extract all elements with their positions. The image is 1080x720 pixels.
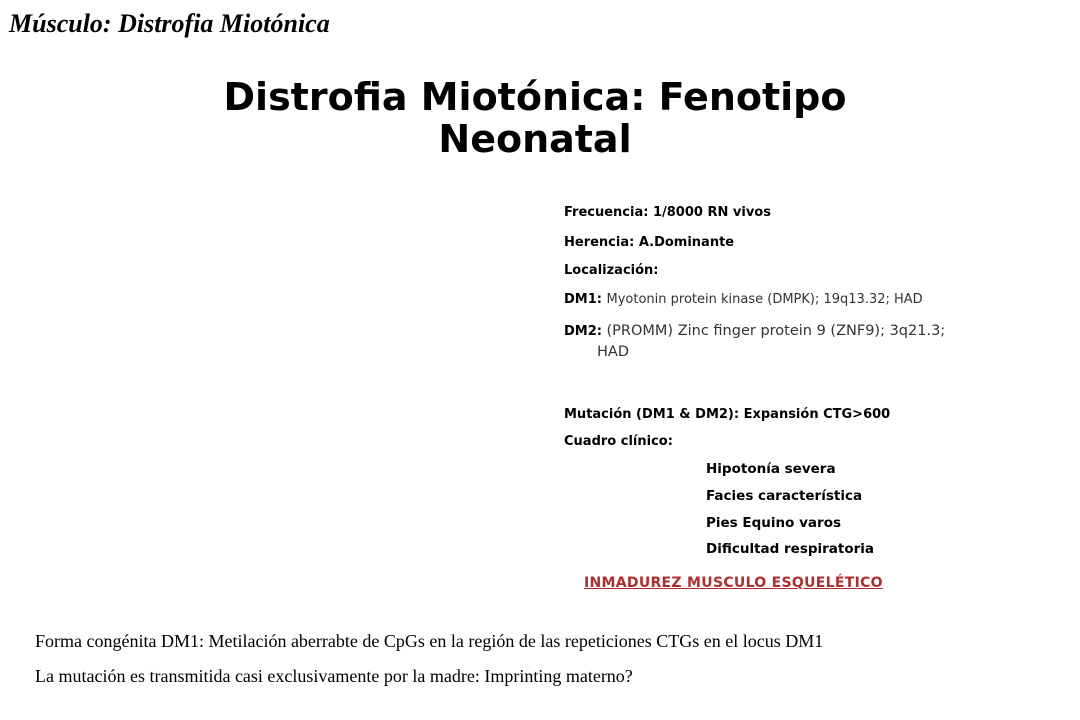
frecuencia-line: Frecuencia: 1/8000 RN vivos [564, 205, 771, 220]
dm1-label: DM1: [564, 292, 602, 307]
cuadro-clinico-line: Cuadro clínico: [564, 434, 673, 449]
herencia-line: Herencia: A.Dominante [564, 235, 735, 250]
dm2-line-cont [597, 344, 629, 360]
symptom-item: Dificultad respiratoria [706, 541, 875, 557]
dm1-line [564, 292, 923, 307]
slide-header: Músculo: Distrofia Miotónica [9, 9, 330, 38]
slide-title: Distrofia Miotónica: Fenotipo Neonatal [223, 75, 847, 161]
localizacion-line: Localización: [564, 263, 659, 278]
dm2-text-cont: HAD [597, 344, 629, 360]
dm2-label: DM2: [564, 324, 602, 339]
symptom-item: Hipotonía severa [706, 461, 836, 477]
footer-line-1: Forma congénita DM1: Metilación aberrabte de CpGs en la región de las repeticiones CTGs en el locus DM1 [35, 631, 824, 651]
immaturity-note: INMADUREZ MUSCULO ESQUELÉTICO [584, 575, 883, 591]
dm2-text: (PROMM) Zinc finger protein 9 (ZNF9); 3q21.3; [606, 323, 946, 339]
dm2-line [564, 323, 945, 339]
symptom-item: Pies Equino varos [706, 515, 841, 531]
symptom-item: Facies característica [706, 488, 863, 504]
dm1-text: Myotonin protein kinase (DMPK); 19q13.32; HAD [606, 292, 923, 307]
mutacion-line: Mutación (DM1 & DM2): Expansión CTG>600 [564, 407, 891, 422]
footer-line-2: La mutación es transmitida casi exclusivamente por la madre: Imprinting materno? [35, 666, 633, 686]
